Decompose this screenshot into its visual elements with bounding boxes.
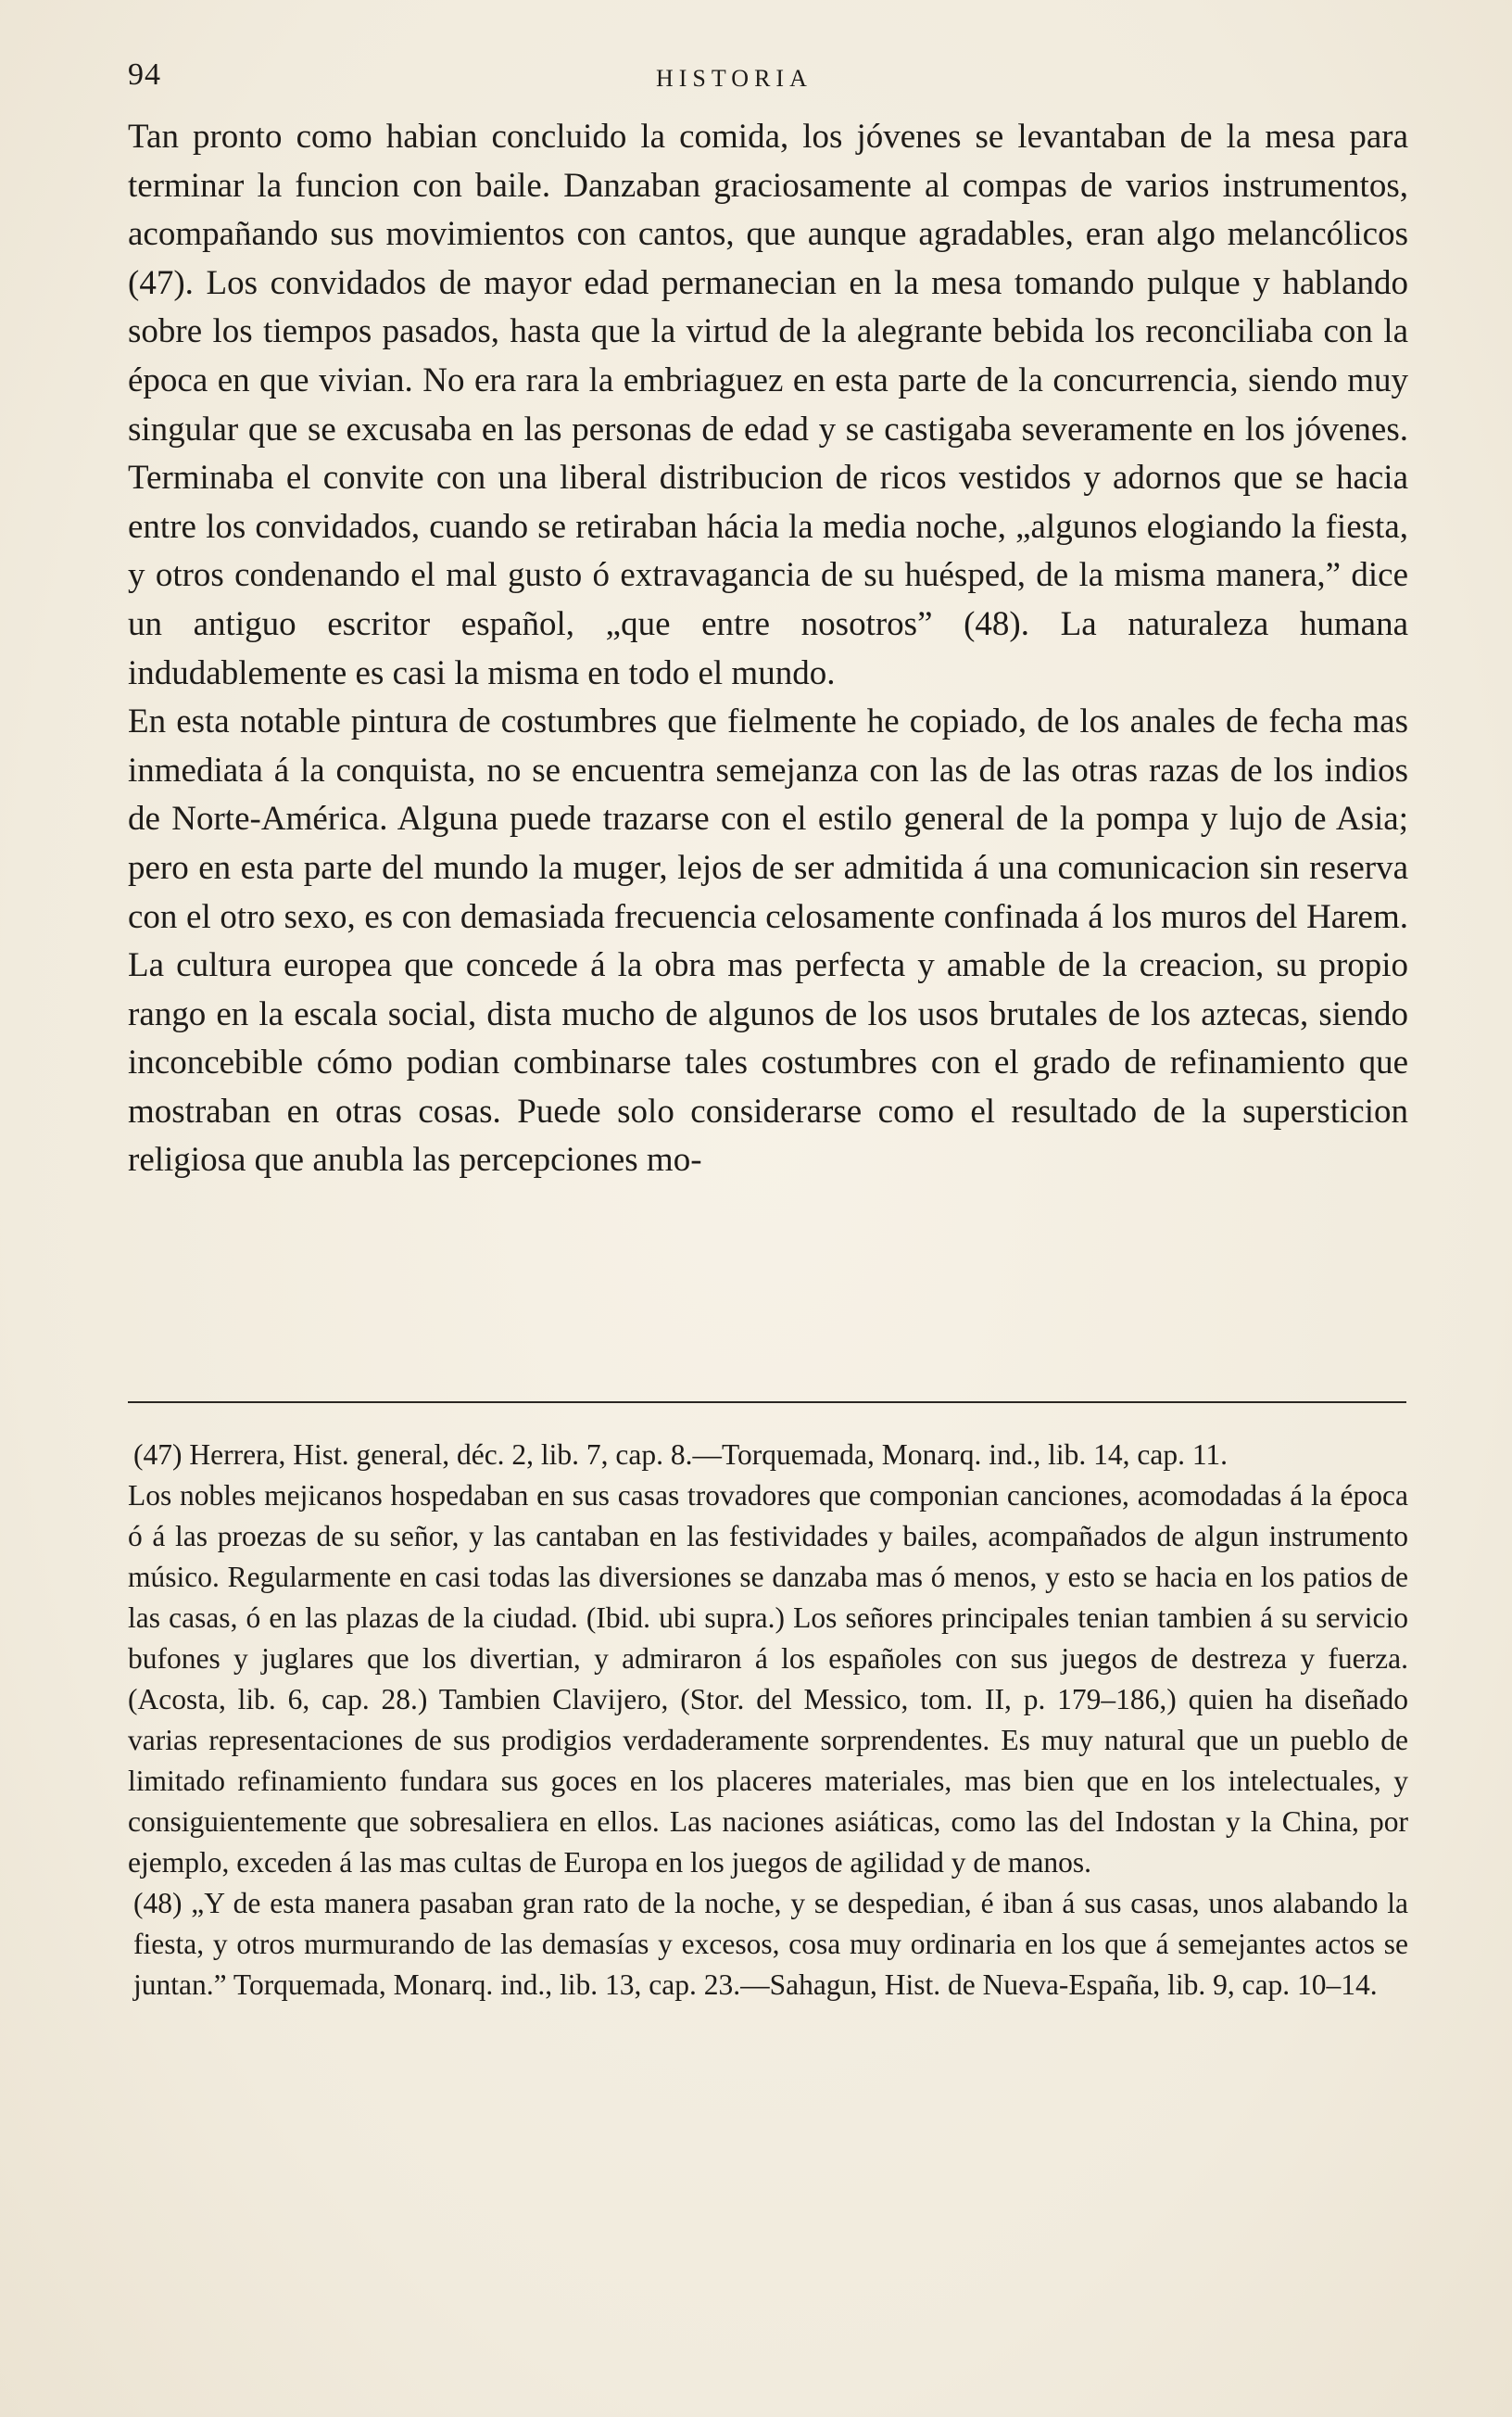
- footnote-47: (47) Herrera, Hist. general, déc. 2, lib. 7, cap. 8.—Torquemada, Monarq. ind., lib. 14, cap. 11.: [133, 1438, 1228, 1471]
- body-paragraph: Tan pronto como habian concluido la comida, los jóvenes se levantaban de la mesa para terminar la funcion con baile. Danzaban graciosamente al compas de varios instrumentos, acompañando sus movimientos con cantos, que aunque agradables, eran algo melancólicos (47). Los convidados de mayor edad permanecian en la mesa tomando pulque y hablando sobre los tiempos pasados, hasta que la virtud de la alegrante bebida los reconciliaba con la época en que vivian. No era rara la embriaguez en esta parte de la concurrencia, siendo muy singular que se excusaba en las personas de edad y se castigaba severamente en los jóvenes. Terminaba el convite con una liberal distribucion de ricos vestidos y adornos que se hacia entre los convidados, cuando se retiraban hácia la media noche, „algunos elogiando la fiesta, y otros condenando el mal gusto ó extravagancia de su huésped, de la misma manera,” dice un antiguo escritor español, „que entre nosotros” (48). La naturaleza humana indudablemente es casi la misma en todo el mundo.: [128, 118, 1408, 692]
- footnotes: [128, 1435, 1408, 2006]
- body-paragraph: En esta notable pintura de costumbres que fielmente he copiado, de los anales de fecha mas inmediata á la conquista, no se encuentra semejanza con las de las otras razas de los indios de Norte-América. Alguna puede trazarse con el estilo general de la pompa y lujo de Asia; pero en esta parte del mundo la muger, lejos de ser admitida á una comunicacion sin reserva con el otro sexo, es con demasiada frecuencia celosamente confinada á los muros del Harem. La cultura europea que concede á la obra mas perfecta y amable de la creacion, su propio rango en la escala social, dista mucho de algunos de los usos brutales de los aztecas, siendo inconcebible cómo podian combinarse tales costumbres con el grado de refinamiento que mostraban en otras cosas. Puede solo considerarse como el resultado de la supersticion religiosa que anubla las percepciones mo-: [128, 702, 1408, 1180]
- footnote-47-continuation: Los nobles mejicanos hospedaban en sus casas trovadores que componian canciones, acomodadas á la época ó á las proezas de su señor, y las cantaban en las festividades y bailes, acompañados de algun instrumento músico. Regularmente en casi todas las diversiones se danzaba mas ó menos, y esto se hacia en los patios de las casas, ó en las plazas de la ciudad. (Ibid. ubi supra.) Los señores principales tenian tambien á su servicio bufones y juglares que los divertian, y admiraron á los españoles con sus juegos de destreza y fuerza. (Acosta, lib. 6, cap. 28.) Tambien Clavijero, (Stor. del Messico, tom. II, p. 179–186,) quien ha diseñado varias representaciones de sus prodigios verdaderamente sorprendentes. Es muy natural que un pueblo de limitado refinamiento fundara sus goces en los placeres materiales, mas bien que en los intelectuales, y consiguientemente que sobresaliera en ellos. Las naciones asiáticas, como las del Indostan y la China, por ejemplo, exceden á las mas cultas de Europa en los juegos de agilidad y de manos.: [128, 1479, 1408, 1879]
- footnote-divider: [128, 1401, 1406, 1403]
- footnote-48: (48) „Y de esta manera pasaban gran rato de la noche, y se despedian, é iban á sus casas, unos alabando la fiesta, y otros murmurando de las demasías y excesos, cosa muy ordinaria en los que á semejantes actos se juntan.” Torquemada, Monarq. ind., lib. 13, cap. 23.—Sahagun, Hist. de Nueva-España, lib. 9, cap. 10–14.: [133, 1887, 1408, 2001]
- running-head: HISTORIA: [656, 65, 813, 92]
- main-text: [128, 113, 1408, 1185]
- page-header: [128, 57, 1406, 104]
- page-number: 94: [128, 57, 161, 92]
